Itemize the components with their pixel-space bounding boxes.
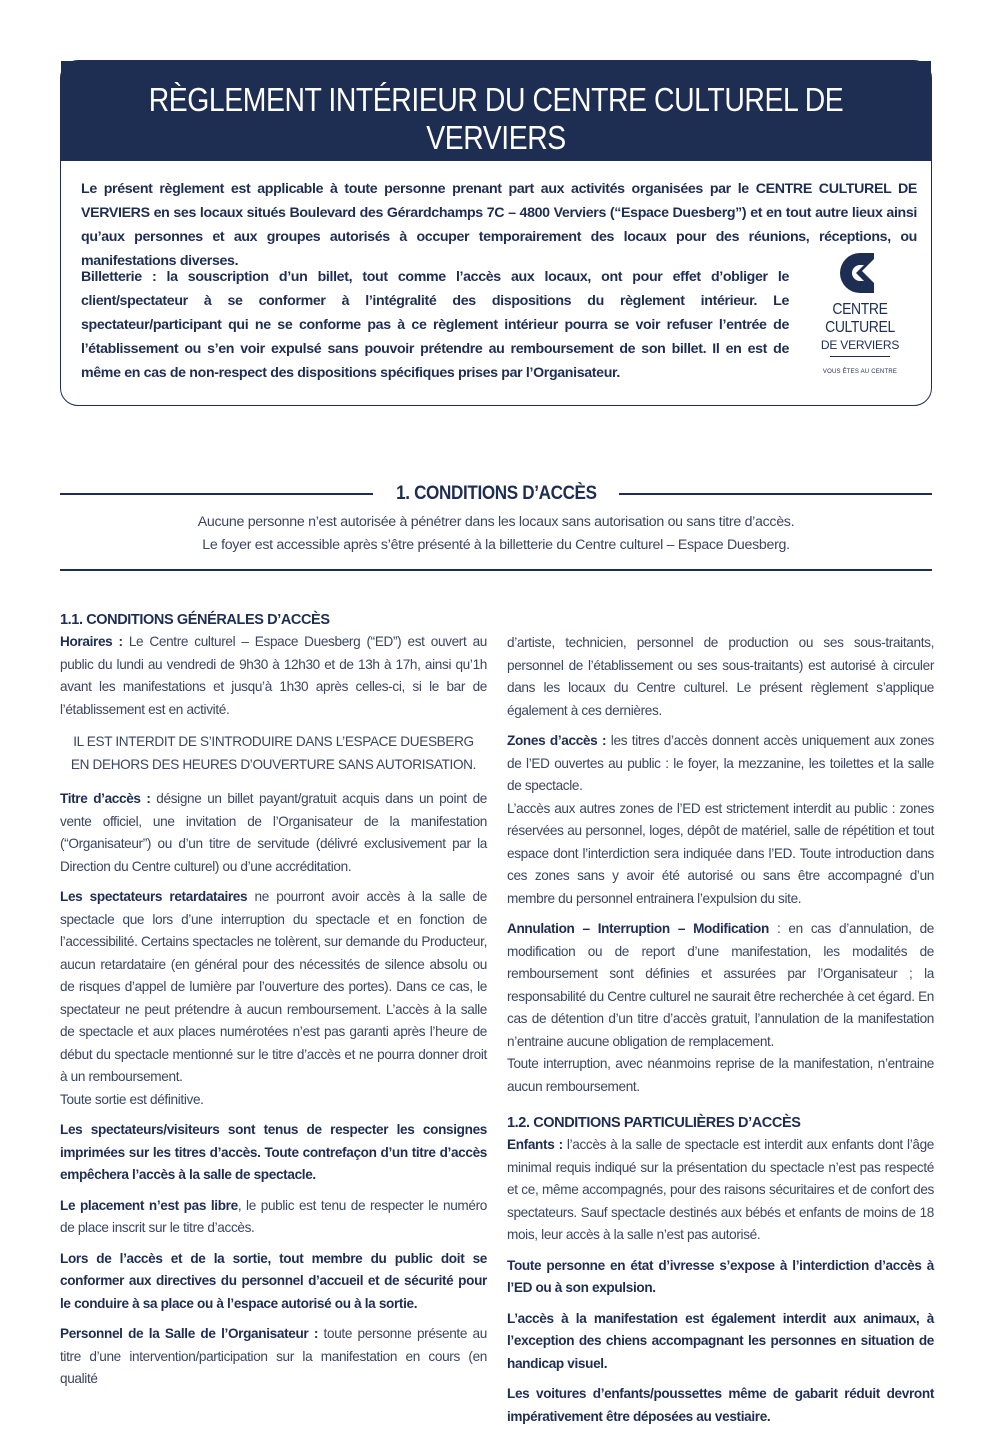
personnel-continuation: d’artiste, technicien, personnel de production ou ses sous-traitants, personnel de l’établissement ou ses sous-traitants) est autorisé à circuler dans les locaux du Centre culturel. Le présent règlement s’applique également à ces dernières. (507, 635, 934, 718)
consignes-paragraph: Les spectateurs/visiteurs sont tenus de respecter les consignes imprimées sur les titres d’accès. Toute contrefaçon d’un titre d’accès empêchera l’accès à la salle de spectacle. (60, 1122, 487, 1182)
zones-text-2: L’accès aux autres zones de l’ED est strictement interdit au public : zones réservées au personnel, loges, dépôt de matériel, salle de répétition et tout espace dont l’interdiction sera indiquée dans l’ED. Toute introduction dans ces zones sans y avoir été autorisé ou sans être accompagné d’un membre du personnel entrainera l’expulsion du site. (507, 800, 934, 906)
heading-rule-left (60, 493, 373, 495)
animaux-paragraph: L’accès à la manifestation est également interdit aux animaux, à l’exception des chiens accompagnant les personnes en situation de handicap visuel. (507, 1310, 934, 1371)
titre-label: Titre d’accès : (60, 791, 151, 806)
zones-label: Zones d’accès : (507, 733, 607, 748)
centre-culturel-logo (797, 251, 923, 375)
personnel-label: Personnel de la Salle de l’Organisateur : (60, 1326, 319, 1341)
update-date: Mis à jour le 09 octobre 2023 (416, 159, 576, 175)
section-divider (60, 569, 932, 571)
section-desc-line-1: Aucune personne n’est autorisée à pénétrer dans les locaux sans autorisation ou sans titre d’accès. (197, 514, 795, 530)
placement-text: , le public est tenu de respecter le numéro de place inscrit sur le titre d’accès. (60, 1197, 487, 1235)
header-card (60, 60, 932, 406)
annulation-label: Annulation – Interruption – Modification (507, 921, 769, 936)
placement-label: Le placement n’est pas libre (60, 1197, 238, 1213)
annulation-text: : en cas d’annulation, de modification ou de report d’une manifestation, les modalités de remboursement sont définies et assurées par l’Organisateur ; la responsabilité du Centre culturel ne saurait être recherchée à cet égard. En cas de détention d’un titre d’accès gratuit, l’annulation de la manifestation n’entraine aucune obligation de remplacement. (507, 921, 934, 1049)
sortie-text: Toute sortie est définitive. (60, 1091, 204, 1107)
titre-acces-paragraph (60, 788, 487, 878)
voitures-paragraph: Les voitures d’enfants/poussettes même de gabarit réduit devront impérativement être déposées au vestiaire. (507, 1386, 934, 1424)
retard-text: ne pourront avoir accès à la salle de spectacle que lors d’une interruption du spectacle et en fonction de l’accessibilité. Certains spectacles ne tolèrent, sur demande du Producteur, aucun retardataire (en général pour des nécessités de silence absolu ou de risques d’appel de lumière par l’ouverture des portes). Dans ce cas, le spectateur ne peut prétendre à aucun remboursement. L’accès à la salle de spectacle et aux places numérotées n’est pas garanti après l’heure de début du spectacle mentionné sur le titre d’accès et ne pourra donner droit à un remboursement. (60, 889, 487, 1084)
intro-paragraph: Le présent règlement est applicable à toute personne prenant part aux activités organisées par le CENTRE CULTUREL DE VERVIERS en ses locaux situés Boulevard des Gérardchamps 7C – 4800 Verviers (“Espace Duesberg”) et en tout autre lieux ainsi qu’aux personnes et aux groupes autorisés à occuper temporairement des locaux pour des réunions, réceptions, ou manifestations diverses. (81, 181, 917, 269)
zones-text: les titres d’accès donnent accès uniquement aux zones de l’ED ouvertes au public : le foyer, la mezzanine, les toilettes et la salle de spectacle. (507, 733, 934, 793)
lors-paragraph: Lors de l’accès et de la sortie, tout membre du public doit se conformer aux directives du personnel d’accueil et de sécurité pour le conduire à sa place ou à l’espace autorisé ou à la sortie. (60, 1250, 487, 1311)
section-desc-line-2: Le foyer est accessible après s’être présenté à la billetterie du Centre culturel – Espace Duesberg. (202, 537, 790, 553)
ivresse-paragraph: Toute personne en état d’ivresse s’expose à l’interdiction d’accès à l’ED ou à son expulsion. (507, 1257, 934, 1295)
warning-line-2: EN DEHORS DES HEURES D’OUVERTURE SANS AUTORISATION. (70, 756, 477, 772)
enfants-text: l’accès à la salle de spectacle est interdit aux enfants dont l’âge minimal requis indiqué sur la présentation du spectacle n’est pas respecté et ce, même accompagnés, pour des raisons sécuritaires et de confort des spectateurs. Sauf spectacle destinés aux bébés et enfants de moins de 18 mois, leur accès à la salle n’est pas autorisé. (507, 1137, 934, 1242)
logo-line-2: DE VERVIERS (820, 338, 900, 352)
horaires-paragraph (60, 631, 487, 721)
section-1-title: 1. CONDITIONS D’ACCÈS (395, 483, 597, 504)
page-title: RÈGLEMENT INTÉRIEUR DU CENTRE CULTUREL DE VERVIERS (148, 81, 844, 156)
right-column (507, 632, 934, 1436)
subsection-1-1-heading: 1.1. CONDITIONS GÉNÉRALES D’ACCÈS (60, 612, 330, 628)
titre-text: désigne un billet payant/gratuit acquis dans un point de vente officiel, une invitation de l’Organisateur de la manifestation (“Organisateur”) ou d’un titre de servitude (délivré exclusivement par la Direction du Centre culturel) ou d’une accréditation. (60, 791, 487, 874)
logo-mark-icon (840, 251, 880, 295)
section-1-description (60, 511, 932, 557)
enfants-paragraph (507, 1134, 934, 1247)
section-1-heading (60, 482, 932, 506)
subsection-1-2-heading: 1.2. CONDITIONS PARTICULIÈRES D’ACCÈS (507, 1115, 801, 1131)
logo-divider (830, 356, 890, 357)
interruption-text: Toute interruption, avec néanmoins reprise de la manifestation, n’entraine aucun remboursement. (507, 1056, 934, 1094)
logo-line-1: CENTRE CULTUREL (825, 301, 895, 336)
header-banner (61, 61, 931, 175)
placement-paragraph (60, 1195, 487, 1240)
billetterie-paragraph: Billetterie : la souscription d’un billet, tout comme l’accès aux locaux, ont pour effet d’obliger le client/spectateur à se conformer à l’intégralité des dispositions du règlement intérieur. Le spectateur/participant qui ne se conforme pas à ce règlement intérieur pourra se voir refuser l’entrée de l’établissement ou s’en voir expulsé sans pouvoir prétendre au remboursement de son billet. Il en est de même en cas de non-respect des dispositions spécifiques prises par l’Organisateur. (81, 269, 789, 381)
warning-line-1: IL EST INTERDIT DE S’INTRODUIRE DANS L’ESPACE DUESBERG (73, 734, 474, 749)
retardataires-paragraph (60, 886, 487, 1111)
left-column (60, 609, 487, 1399)
logo-tagline: VOUS ÊTES AU CENTRE (822, 369, 898, 375)
enfants-label: Enfants : (507, 1137, 563, 1152)
horaires-label: Horaires : (60, 634, 123, 649)
access-warning (60, 731, 487, 776)
retard-label: Les spectateurs retardataires (60, 889, 248, 904)
personnel-paragraph (60, 1323, 487, 1391)
zones-paragraph (507, 730, 934, 910)
annulation-paragraph (507, 918, 934, 1098)
heading-rule-right (619, 493, 932, 495)
personnel-text: toute personne présente au titre d’une intervention/participation sur la manifestation en cours (en qualité (60, 1326, 487, 1386)
horaires-text: Le Centre culturel – Espace Duesberg (“ED”) est ouvert au public du lundi au vendredi de 9h30 à 12h30 et de 13h à 17h, ainsi qu’1h avant les manifestations et jusqu’à 1h30 après celles-ci, si le bar de l’établissement est en activité. (60, 634, 487, 717)
